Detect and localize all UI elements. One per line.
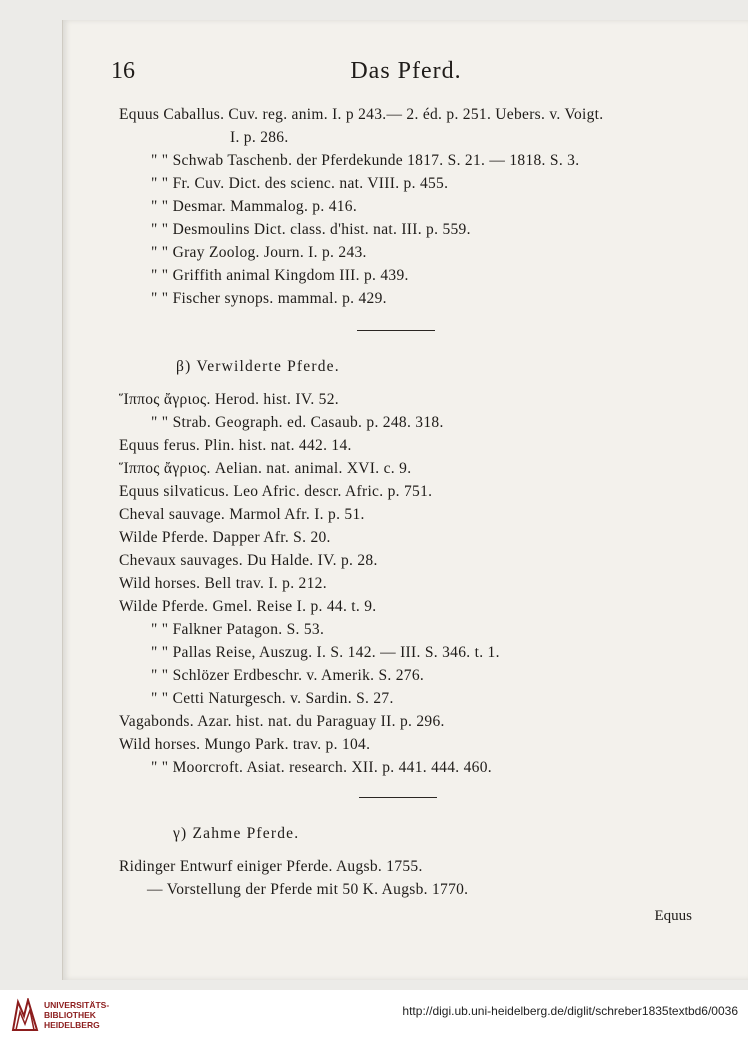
text-line: " " Strab. Geograph. ed. Casaub. p. 248. 318.	[151, 414, 444, 431]
section-divider	[357, 330, 435, 331]
text-line: " " Fr. Cuv. Dict. des scienc. nat. VIII. p. 455.	[151, 175, 449, 192]
library-name: UNIVERSITÄTS- BIBLIOTHEK HEIDELBERG	[44, 1000, 110, 1030]
text-line: " " Pallas Reise, Auszug. I. S. 142. — III. S. 346. t. 1.	[151, 644, 500, 661]
page-number: 16	[111, 58, 135, 84]
text-line: " " Schlözer Erdbeschr. v. Amerik. S. 276.	[151, 667, 425, 684]
text-line: " " Desmar. Mammalog. p. 416.	[151, 198, 358, 215]
book-page	[62, 20, 748, 980]
running-title: Das Pferd.	[350, 58, 462, 84]
text-line: " " Schwab Taschenb. der Pferdekunde 1817. S. 21. — 1818. S. 3.	[151, 152, 580, 169]
page-header	[63, 58, 748, 92]
text-line: Equus Caballus. Cuv. reg. anim. I. p 243.— 2. éd. p. 251. Uebers. v. Voigt.	[119, 106, 604, 123]
text-line: Vagabonds. Azar. hist. nat. du Paraguay II. p. 296.	[119, 713, 445, 730]
text-line: Cheval sauvage. Marmol Afr. I. p. 51.	[119, 506, 365, 523]
text-line: " " Desmoulins Dict. class. d'hist. nat. III. p. 559.	[151, 221, 471, 238]
section-heading-gamma: γ) Zahme Pferde.	[173, 825, 300, 842]
section-divider	[359, 797, 437, 798]
text-line: — Vorstellung der Pferde mit 50 K. Augsb. 1770.	[147, 881, 469, 898]
text-line: Ἵππος ἄγριος. Herod. hist. IV. 52.	[119, 391, 339, 408]
text-line: " " Griffith animal Kingdom III. p. 439.	[151, 267, 409, 284]
text-line: Wilde Pferde. Gmel. Reise I. p. 44. t. 9.	[119, 598, 377, 615]
text-line: Ridinger Entwurf einiger Pferde. Augsb. 1755.	[119, 858, 423, 875]
source-url-link[interactable]: http://digi.ub.uni-heidelberg.de/diglit/schreber1835textbd6/0036	[402, 1004, 738, 1018]
library-logo-icon	[10, 998, 40, 1032]
text-line: Ἵππος ἄγριος. Aelian. nat. animal. XVI. c. 9.	[119, 460, 412, 477]
text-line: Wilde Pferde. Dapper Afr. S. 20.	[119, 529, 331, 546]
text-line: " " Cetti Naturgesch. v. Sardin. S. 27.	[151, 690, 394, 707]
text-line: Wild horses. Bell trav. I. p. 212.	[119, 575, 327, 592]
viewer-footer	[0, 990, 748, 1048]
text-line: " " Falkner Patagon. S. 53.	[151, 621, 325, 638]
text-line: Equus ferus. Plin. hist. nat. 442. 14.	[119, 437, 352, 454]
text-line: " " Fischer synops. mammal. p. 429.	[151, 290, 387, 307]
section-heading-beta: β) Verwilderte Pferde.	[176, 358, 340, 375]
catchword: Equus	[654, 908, 692, 924]
text-line: Chevaux sauvages. Du Halde. IV. p. 28.	[119, 552, 378, 569]
text-line: " " Gray Zoolog. Journ. I. p. 243.	[151, 244, 367, 261]
text-line: I. p. 286.	[230, 129, 289, 146]
text-line: Equus silvaticus. Leo Afric. descr. Afric. p. 751.	[119, 483, 433, 500]
text-line: Wild horses. Mungo Park. trav. p. 104.	[119, 736, 371, 753]
text-line: " " Moorcroft. Asiat. research. XII. p. 441. 444. 460.	[151, 759, 492, 776]
